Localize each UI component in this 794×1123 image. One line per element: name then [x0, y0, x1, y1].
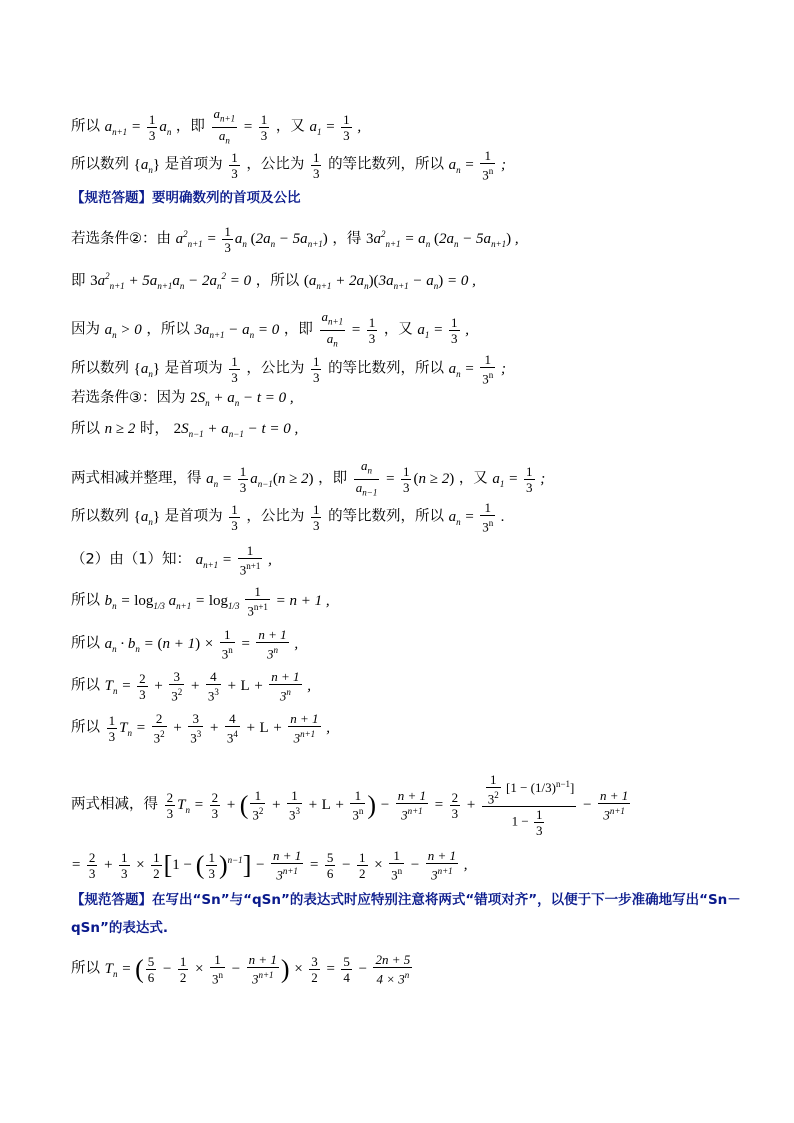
- solution-line: [71, 669, 311, 703]
- formula: $a^2_{n+1}$ = $\frac{1}{3}$ $a_n$ $(2a_n - 5a_{n+1})$: [175, 224, 328, 256]
- text: 若选条件③：因为: [71, 390, 186, 406]
- text: 所以: [71, 677, 100, 694]
- text: ，即: [318, 470, 348, 487]
- text: 是首项为: [164, 156, 223, 173]
- solution-line: [71, 711, 330, 745]
- solution-line: [71, 952, 414, 986]
- text: ，即: [283, 321, 313, 338]
- formula: $\frac{1}{3}$: [312, 149, 320, 181]
- text: 所以: [71, 719, 100, 736]
- text: 两式相减，得: [71, 796, 158, 813]
- solution-line: [71, 543, 272, 577]
- formula: $a_n$ = $\frac{1}{3^n}$ ;: [448, 352, 507, 387]
- solution-line: [71, 309, 469, 351]
- formula: $\{a_n\}$: [133, 360, 161, 379]
- text: 两式相减并整理，得: [71, 470, 202, 487]
- formula: $\frac{1}{3}$: [312, 501, 320, 533]
- text: 所以: [71, 421, 100, 437]
- formula: $a_1$ = $\frac{1}{3}$ ;: [492, 463, 546, 495]
- text: ，公比为: [246, 508, 305, 525]
- text: ，所以: [255, 273, 300, 289]
- rule-note: 【规范答题】要明确数列的首项及公比: [71, 190, 301, 206]
- text: 所以: [71, 635, 100, 652]
- text: ，又: [383, 321, 413, 338]
- text: 所以: [71, 960, 100, 977]
- text: ，又: [458, 470, 488, 487]
- formula: $2S_n + a_n - t = 0$ ,: [190, 390, 294, 408]
- solution-line: [71, 224, 519, 255]
- formula: = $\frac{2}{3}$ + $\frac{1}{3}$ × $\frac{1}{2}$ [1 − ( $\frac{1}{3}$ )$^{n-1}$] − $\frac{n + 1}{3^{n+1}}$ = $\frac{5}{6}$ − $\frac{1}{2}$ × $\frac{1}{3^n}$ − $\frac{n + 1}{3^{n+1}}$ ,: [71, 848, 468, 883]
- formula: $a_1$ = $\frac{1}{3}$ ,: [417, 314, 470, 346]
- formula: $a_{n+1}$ = $\frac{1}{3}$ $a_n$: [104, 111, 172, 143]
- formula: $3a^2_{n+1} = a_n$ $(2a_n - 5a_{n+1})$ ,: [365, 229, 519, 249]
- formula: $\frac{1}{3}$: [231, 353, 238, 385]
- formula: $\frac{2}{3}$ $T_n$ = $\frac{2}{3}$ + ( $\frac{1}{3^2}$ + $\frac{1}{3^3}$ + L + $\frac{1}{3^n}$ ) − $\frac{n + 1}{3^{n+1}}$ = $\frac{2}{3}$ + $\frac{1}{3^2}$ $[1 - (1/3)^{n-1}]$ 1 − $\frac{1}{3}$ − $\frac{n + 1}{3^{n+1}}$: [166, 772, 629, 839]
- solution-line: [71, 458, 545, 500]
- text: 所以数列: [71, 156, 129, 173]
- rule-note: 【规范答题】在写出“Sn”与“qSn”的表达式时应特别注意将两式“错项对齐”，以便于下一步准确地写出“Sn－: [71, 892, 741, 908]
- formula: $b_n = \log_{1/3} a_{n+1} = \log_{1/3}$ $\frac{1}{3^{n+1}}$ = n + 1 ,: [104, 584, 330, 619]
- formula: $(a_{n+1} + 2a_n)(3a_{n+1} - a_n) = 0$ ,: [303, 273, 476, 291]
- formula: $T_n$ = ( $\frac{5}{6}$ − $\frac{1}{2}$ × $\frac{1}{3^n}$ − $\frac{n + 1}{3^{n+1}}$ ) × $\frac{3}{2}$ = $\frac{5}{4}$ − $\frac{2n + 5}{4 \times 3^n}$: [104, 952, 411, 987]
- formula: $\frac{1}{3}$: [231, 501, 238, 533]
- text: 的等比数列，所以: [328, 156, 445, 173]
- formula: $\frac{a_{n+1}}{a_n}$ = $\frac{1}{3}$: [321, 309, 376, 349]
- formula: $\frac{1}{3}$: [231, 149, 238, 181]
- text: 所以数列: [71, 508, 129, 525]
- formula: $\frac{1}{3}$: [312, 353, 320, 385]
- text: 的等比数列，所以: [328, 508, 445, 525]
- text: 的等比数列，所以: [328, 360, 445, 377]
- formula: $T_n$ = $\frac{2}{3}$ + $\frac{3}{3^2}$ + $\frac{4}{3^3}$ + L + $\frac{n + 1}{3^n}$ ,: [104, 669, 312, 704]
- solution-line: [71, 148, 506, 182]
- rule-note: qSn”的表达式.: [71, 920, 168, 936]
- formula: n ≥ 2: [104, 421, 136, 437]
- formula: $\frac{a_{n+1}}{a_n}$ = $\frac{1}{3}$: [213, 106, 268, 146]
- formula: $3a^2_{n+1} + 5a_{n+1}a_n - 2a_n^2 = 0$: [90, 271, 252, 291]
- formula: $a_n$ = $\frac{1}{3^n}$ .: [448, 500, 505, 535]
- text: 是首项为: [164, 508, 223, 525]
- text: （2）由（1）知：: [71, 551, 191, 568]
- solution-line: [71, 772, 632, 838]
- text: ，得: [332, 231, 362, 247]
- text: 所以: [71, 118, 100, 135]
- formula: $2S_{n-1} + a_{n-1} - t = 0$ ,: [173, 421, 299, 439]
- text: ，公比为: [246, 156, 305, 173]
- text: 即: [71, 273, 86, 289]
- formula: $\frac{a_n}{a_{n-1}}$ = $\frac{1}{3}$ (n ≥ 2): [355, 458, 455, 498]
- formula: $\frac{1}{3}$ $T_n$ = $\frac{2}{3^2}$ + $\frac{3}{3^3}$ + $\frac{4}{3^4}$ + L + $\frac{n + 1}{3^{n+1}}$ ,: [108, 711, 331, 746]
- formula: $a_n$ = $\frac{1}{3^n}$ ;: [448, 148, 507, 183]
- formula: $a_{n+1}$ = $\frac{1}{3^{n+1}}$ ,: [195, 543, 272, 578]
- text: 因为: [71, 321, 100, 338]
- text: 若选条件②：由: [71, 231, 171, 247]
- solution-line: [71, 266, 476, 296]
- text: 时，: [139, 421, 169, 437]
- formula: $a_n$ = $\frac{1}{3}$ $a_{n-1}(n \ge 2)$: [206, 463, 314, 495]
- text: ，即: [175, 118, 205, 135]
- solution-line: [71, 419, 298, 444]
- text: 所以: [71, 592, 100, 609]
- formula: $a_n \cdot b_n = (n + 1)$ × $\frac{1}{3^n}$ = $\frac{n + 1}{3^n}$ ,: [104, 627, 299, 662]
- formula: $\{a_n\}$: [133, 508, 161, 527]
- text: 所以数列: [71, 360, 129, 377]
- solution-line: [71, 106, 361, 148]
- solution-line: [71, 500, 505, 534]
- solution-line: [71, 627, 298, 661]
- formula: $\{a_n\}$: [133, 156, 161, 175]
- text: ，公比为: [246, 360, 305, 377]
- solution-line: [71, 848, 468, 882]
- solution-line: [71, 388, 294, 413]
- text: 是首项为: [164, 360, 223, 377]
- formula: $3a_{n+1} - a_n = 0$: [194, 321, 280, 340]
- formula: $a_n > 0$: [104, 321, 142, 340]
- solution-line: [71, 352, 506, 386]
- formula: $a_1$ = $\frac{1}{3}$ ,: [309, 111, 362, 143]
- solution-line: [71, 584, 330, 618]
- text: ，所以: [146, 321, 190, 338]
- text: ，又: [275, 118, 305, 135]
